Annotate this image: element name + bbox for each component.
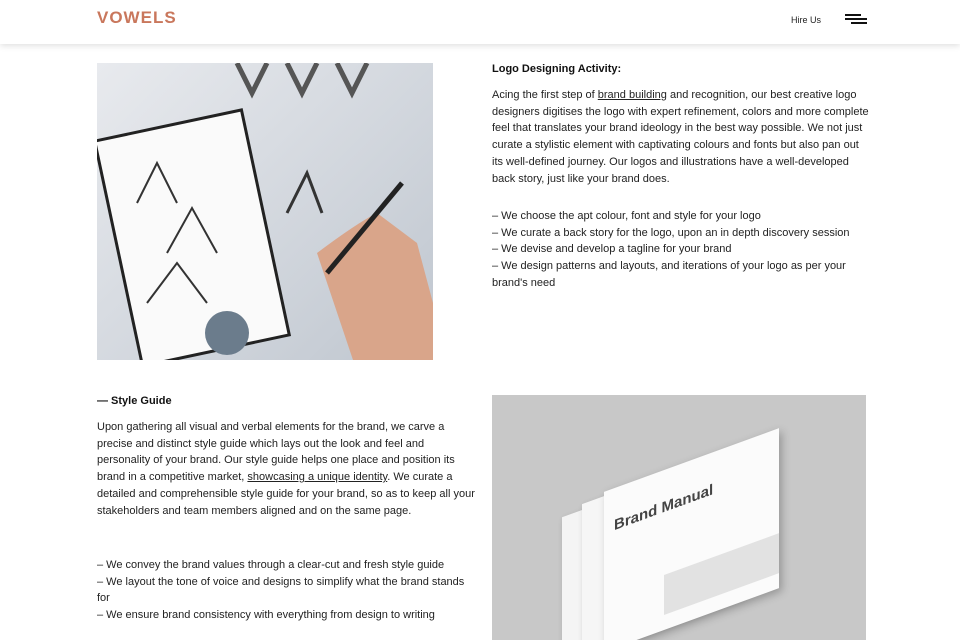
brand-manual-image <box>492 395 866 640</box>
logo-section-title: Logo Designing Activity: <box>492 63 622 75</box>
hire-us-link[interactable]: Hire Us <box>791 15 822 25</box>
list-item: – We choose the apt colour, font and style for your logo <box>492 210 761 222</box>
brand-manual-title: Brand Manual <box>614 481 714 535</box>
logo-sketch-image <box>97 63 433 360</box>
unique-identity-link[interactable]: showcasing a unique identity <box>247 471 388 484</box>
text: Upon gathering all visual and verbal elements for the brand, we carve a precise and distinct style guide which lays out the look and feel and personality of your brand. Our style guide helps one place and position its brand in a competitive market, <box>97 421 455 484</box>
list-item: – We devise and develop a tagline for your brand <box>492 243 732 256</box>
text: Acing the first step of <box>492 89 598 101</box>
list-item: – We curate a back story for the logo, upon an in depth discovery session <box>492 226 850 239</box>
list-item: – We convey the brand values through a clear-cut and fresh style guide <box>97 559 445 571</box>
list-item: – We layout the tone of voice and designs to simplify what the brand stands for <box>97 575 465 605</box>
text: and recognition, our best creative logo designers digitises the logo with expert refinement, colors and more complete feel that translates your brand ideology in the best way possible. We not just curate a stylistic element with captivating colours and fonts but also pan out its well-defined journey. Our logos and illustrations have a well-developed back story, just like your brand does. <box>492 89 869 185</box>
logo-section-bullets <box>492 208 870 292</box>
style-guide-title: — Style Guide <box>97 395 172 407</box>
style-guide-paragraph <box>97 419 477 519</box>
text: . We curate a detailed and comprehensible style guide for your brand, so as to keep all your stakeholders and team members aligned and on the same page. <box>97 471 475 517</box>
style-guide-bullets <box>97 557 477 624</box>
list-item: – We ensure brand consistency with everything from design to writing <box>97 609 435 622</box>
list-item: – We design patterns and layouts, and iterations of your logo as per your brand's need <box>492 260 846 289</box>
brand-building-link[interactable]: brand building <box>597 89 667 101</box>
logo-section-paragraph <box>492 87 870 187</box>
hamburger-menu-icon[interactable] <box>845 14 867 24</box>
vowels-logo[interactable]: VOWELS <box>97 8 177 27</box>
header <box>0 0 960 44</box>
